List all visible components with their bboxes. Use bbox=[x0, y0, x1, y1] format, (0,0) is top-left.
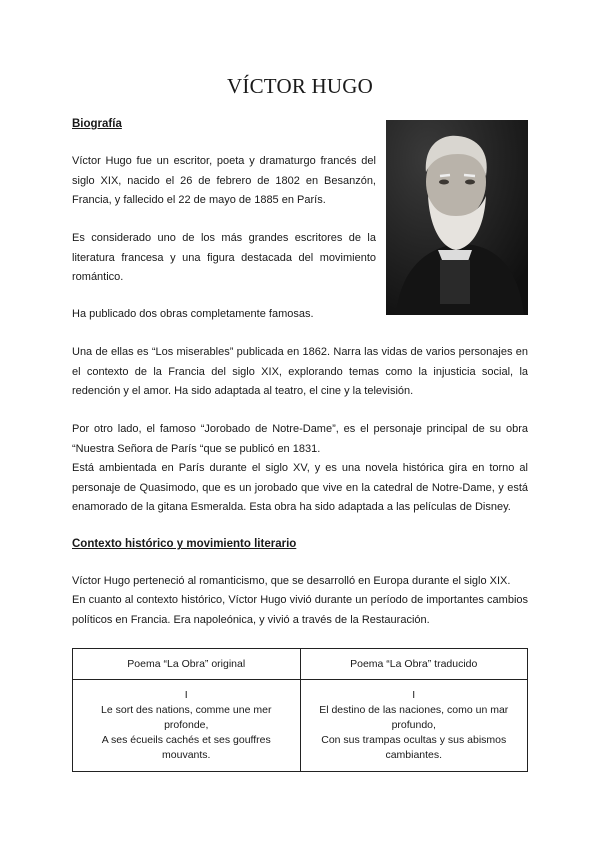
bio-paragraph-5a: Por otro lado, el famoso “Jorobado de Notre-Dame”, es el personaje principal de su obra “Nuestra Señora de París “que se publicó en 1831. bbox=[72, 423, 528, 455]
bio-paragraph-4: Una de ellas es “Los miserables” publicada en 1862. Narra las vidas de varios personajes en el contexto de la Francia del siglo XIX, explorando temas como la injusticia social, la redención y el amor. Ha sido adaptada al teatro, el cine y la televisión. bbox=[72, 346, 528, 397]
col-header-original: Poema “La Obra” original bbox=[73, 649, 301, 680]
translated-poem-cell bbox=[300, 680, 528, 772]
portrait-photo-icon bbox=[386, 120, 528, 315]
biography-heading: Biografía bbox=[72, 118, 122, 130]
poem-line: cambiantes. bbox=[385, 749, 443, 761]
page-title: VÍCTOR HUGO bbox=[227, 74, 373, 98]
poem-line: mouvants. bbox=[162, 749, 211, 761]
poem-line: I bbox=[184, 689, 188, 701]
portrait-photo bbox=[386, 120, 528, 315]
original-poem-cell bbox=[73, 680, 301, 772]
context-paragraph-1: Víctor Hugo perteneció al romanticismo, que se desarrolló en Europa durante el siglo XIX. bbox=[72, 575, 511, 587]
poem-line: Con sus trampas ocultas y sus abismos bbox=[321, 734, 507, 746]
poem-line: A ses écueils cachés et ses gouffres bbox=[101, 734, 271, 746]
context-heading: Contexto histórico y movimiento literario bbox=[72, 538, 297, 550]
poem-line: profonde, bbox=[164, 719, 209, 731]
table-row bbox=[73, 680, 528, 772]
poem-line: El destino de las naciones, como un mar bbox=[319, 704, 509, 716]
bio-paragraph-3: Ha publicado dos obras completamente famosas. bbox=[72, 308, 314, 320]
bio-paragraph-5b: Está ambientada en París durante el siglo XV, y es una novela histórica gira en torno al personaje de Quasimodo, que es un jorobado que vive en la catedral de Notre-Dame, y está enamorado de la gitana Esmeralda. Esta obra ha sido adaptada a las películas de Disney. bbox=[72, 462, 528, 513]
table-header-row bbox=[73, 649, 528, 680]
bio-paragraph-1: Víctor Hugo fue un escritor, poeta y dramaturgo francés del siglo XIX, nacido el 26 de febrero de 1802 en Besanzón, Francia, y fallecido el 22 de mayo de 1885 en París. bbox=[72, 155, 376, 206]
poem-line: I bbox=[412, 689, 416, 701]
context-paragraph-2: En cuanto al contexto histórico, Víctor Hugo vivió durante un período de importantes cambios políticos en Francia. Era napoleónica, y vivió a través de la Restauración. bbox=[72, 594, 528, 626]
col-header-translated: Poema “La Obra” traducido bbox=[300, 649, 528, 680]
poem-line: profundo, bbox=[391, 719, 436, 731]
poem-table bbox=[72, 648, 528, 772]
poem-line: Le sort des nations, comme une mer bbox=[101, 704, 272, 716]
bio-paragraph-2: Es considerado uno de los más grandes escritores de la literatura francesa y una figura destacada del movimiento romántico. bbox=[72, 232, 376, 283]
